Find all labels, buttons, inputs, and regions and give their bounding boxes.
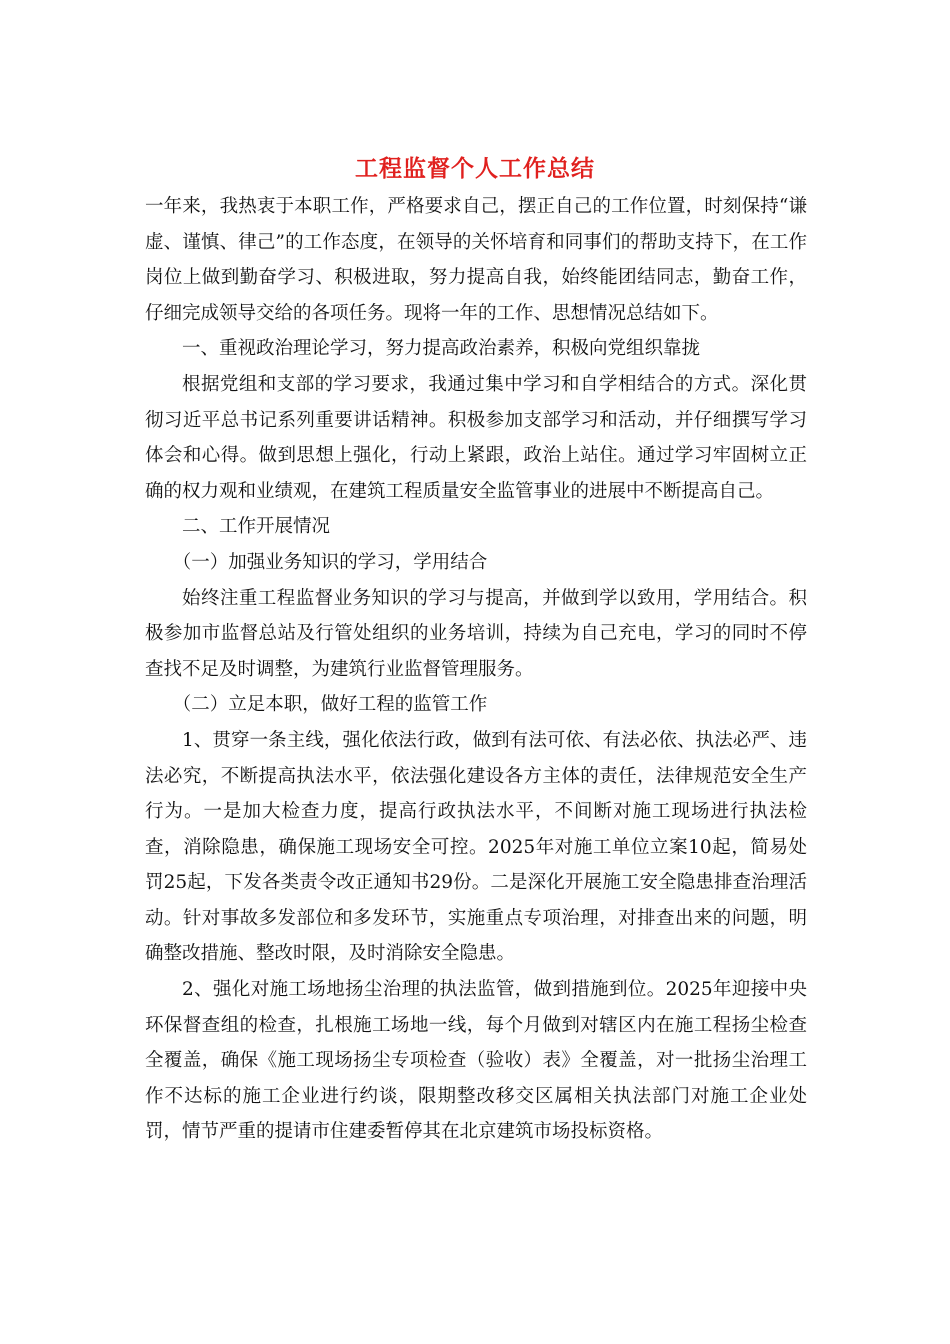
intro-paragraph: 一年来，我热衷于本职工作，严格要求自己，摆正自己的工作位置，时刻保持“谦虚、谨慎、律己”的工作态度，在领导的关怀培育和同事们的帮助支持下，在工作岗位上做到勤奋学习、积极进取，努力提高自我，始终能团结同志，勤奋工作，仔细完成领导交给的各项任务。现将一年的工作、思想情况总结如下。 [145, 196, 807, 324]
section-heading-2: 二、工作开展情况 [182, 516, 331, 538]
section-heading-1: 一、重视政治理论学习，努力提高政治素养，积极向党组织靠拢 [182, 338, 701, 360]
document-body [145, 189, 807, 1150]
subsection-heading-1: （一）加强业务知识的学习，学用结合 [172, 551, 488, 573]
section-1-paragraph: 根据党组和支部的学习要求，我通过集中学习和自学相结合的方式。深化贯彻习近平总书记系列重要讲话精神。积极参加支部学习和活动，并仔细撰写学习体会和心得。做到思想上强化，行动上紧跟，政治上站住。通过学习牢固树立正确的权力观和业绩观，在建筑工程质量安全监管事业的进展中不断提高自己。 [145, 373, 807, 502]
subsection-1-paragraph: 始终注重工程监督业务知识的学习与提高，并做到学以致用，学用结合。积极参加市监督总站及行管处组织的业务培训，持续为自己充电，学习的同时不停查找不足及时调整，为建筑行业监督管理服务。 [145, 587, 807, 680]
subsection-2-item-2: 2、强化对施工场地扬尘治理的执法监管，做到措施到位。2025年迎接中央环保督查组的检查，扎根施工场地一线，每个月做到对辖区内在施工程扬尘检查全覆盖，确保《施工现场扬尘专项检查（验收）表》全覆盖，对一批扬尘治理工作不达标的施工企业进行约谈，限期整改移交区属相关执法部门对施工企业处罚，情节严重的提请市住建委暂停其在北京建筑市场投标资格。 [145, 979, 807, 1143]
subsection-2-item-1: 1、贯穿一条主线，强化依法行政，做到有法可依、有法必依、执法必严、违法必究，不断提高执法水平，依法强化建设各方主体的责任，法律规范安全生产行为。一是加大检查力度，提高行政执法水平，不间断对施工现场进行执法检查，消除隐患，确保施工现场安全可控。2025年对施工单位立案10起，简易处罚25起，下发各类责令改正通知书29份。二是深化开展施工安全隐患排查治理活动。针对事故多发部位和多发环节，实施重点专项治理，对排查出来的问题，明确整改措施、整改时限，及时消除安全隐患。 [145, 729, 807, 965]
subsection-heading-2: （二）立足本职，做好工程的监管工作 [172, 694, 488, 716]
document-title: 工程监督个人工作总结 [355, 155, 595, 182]
